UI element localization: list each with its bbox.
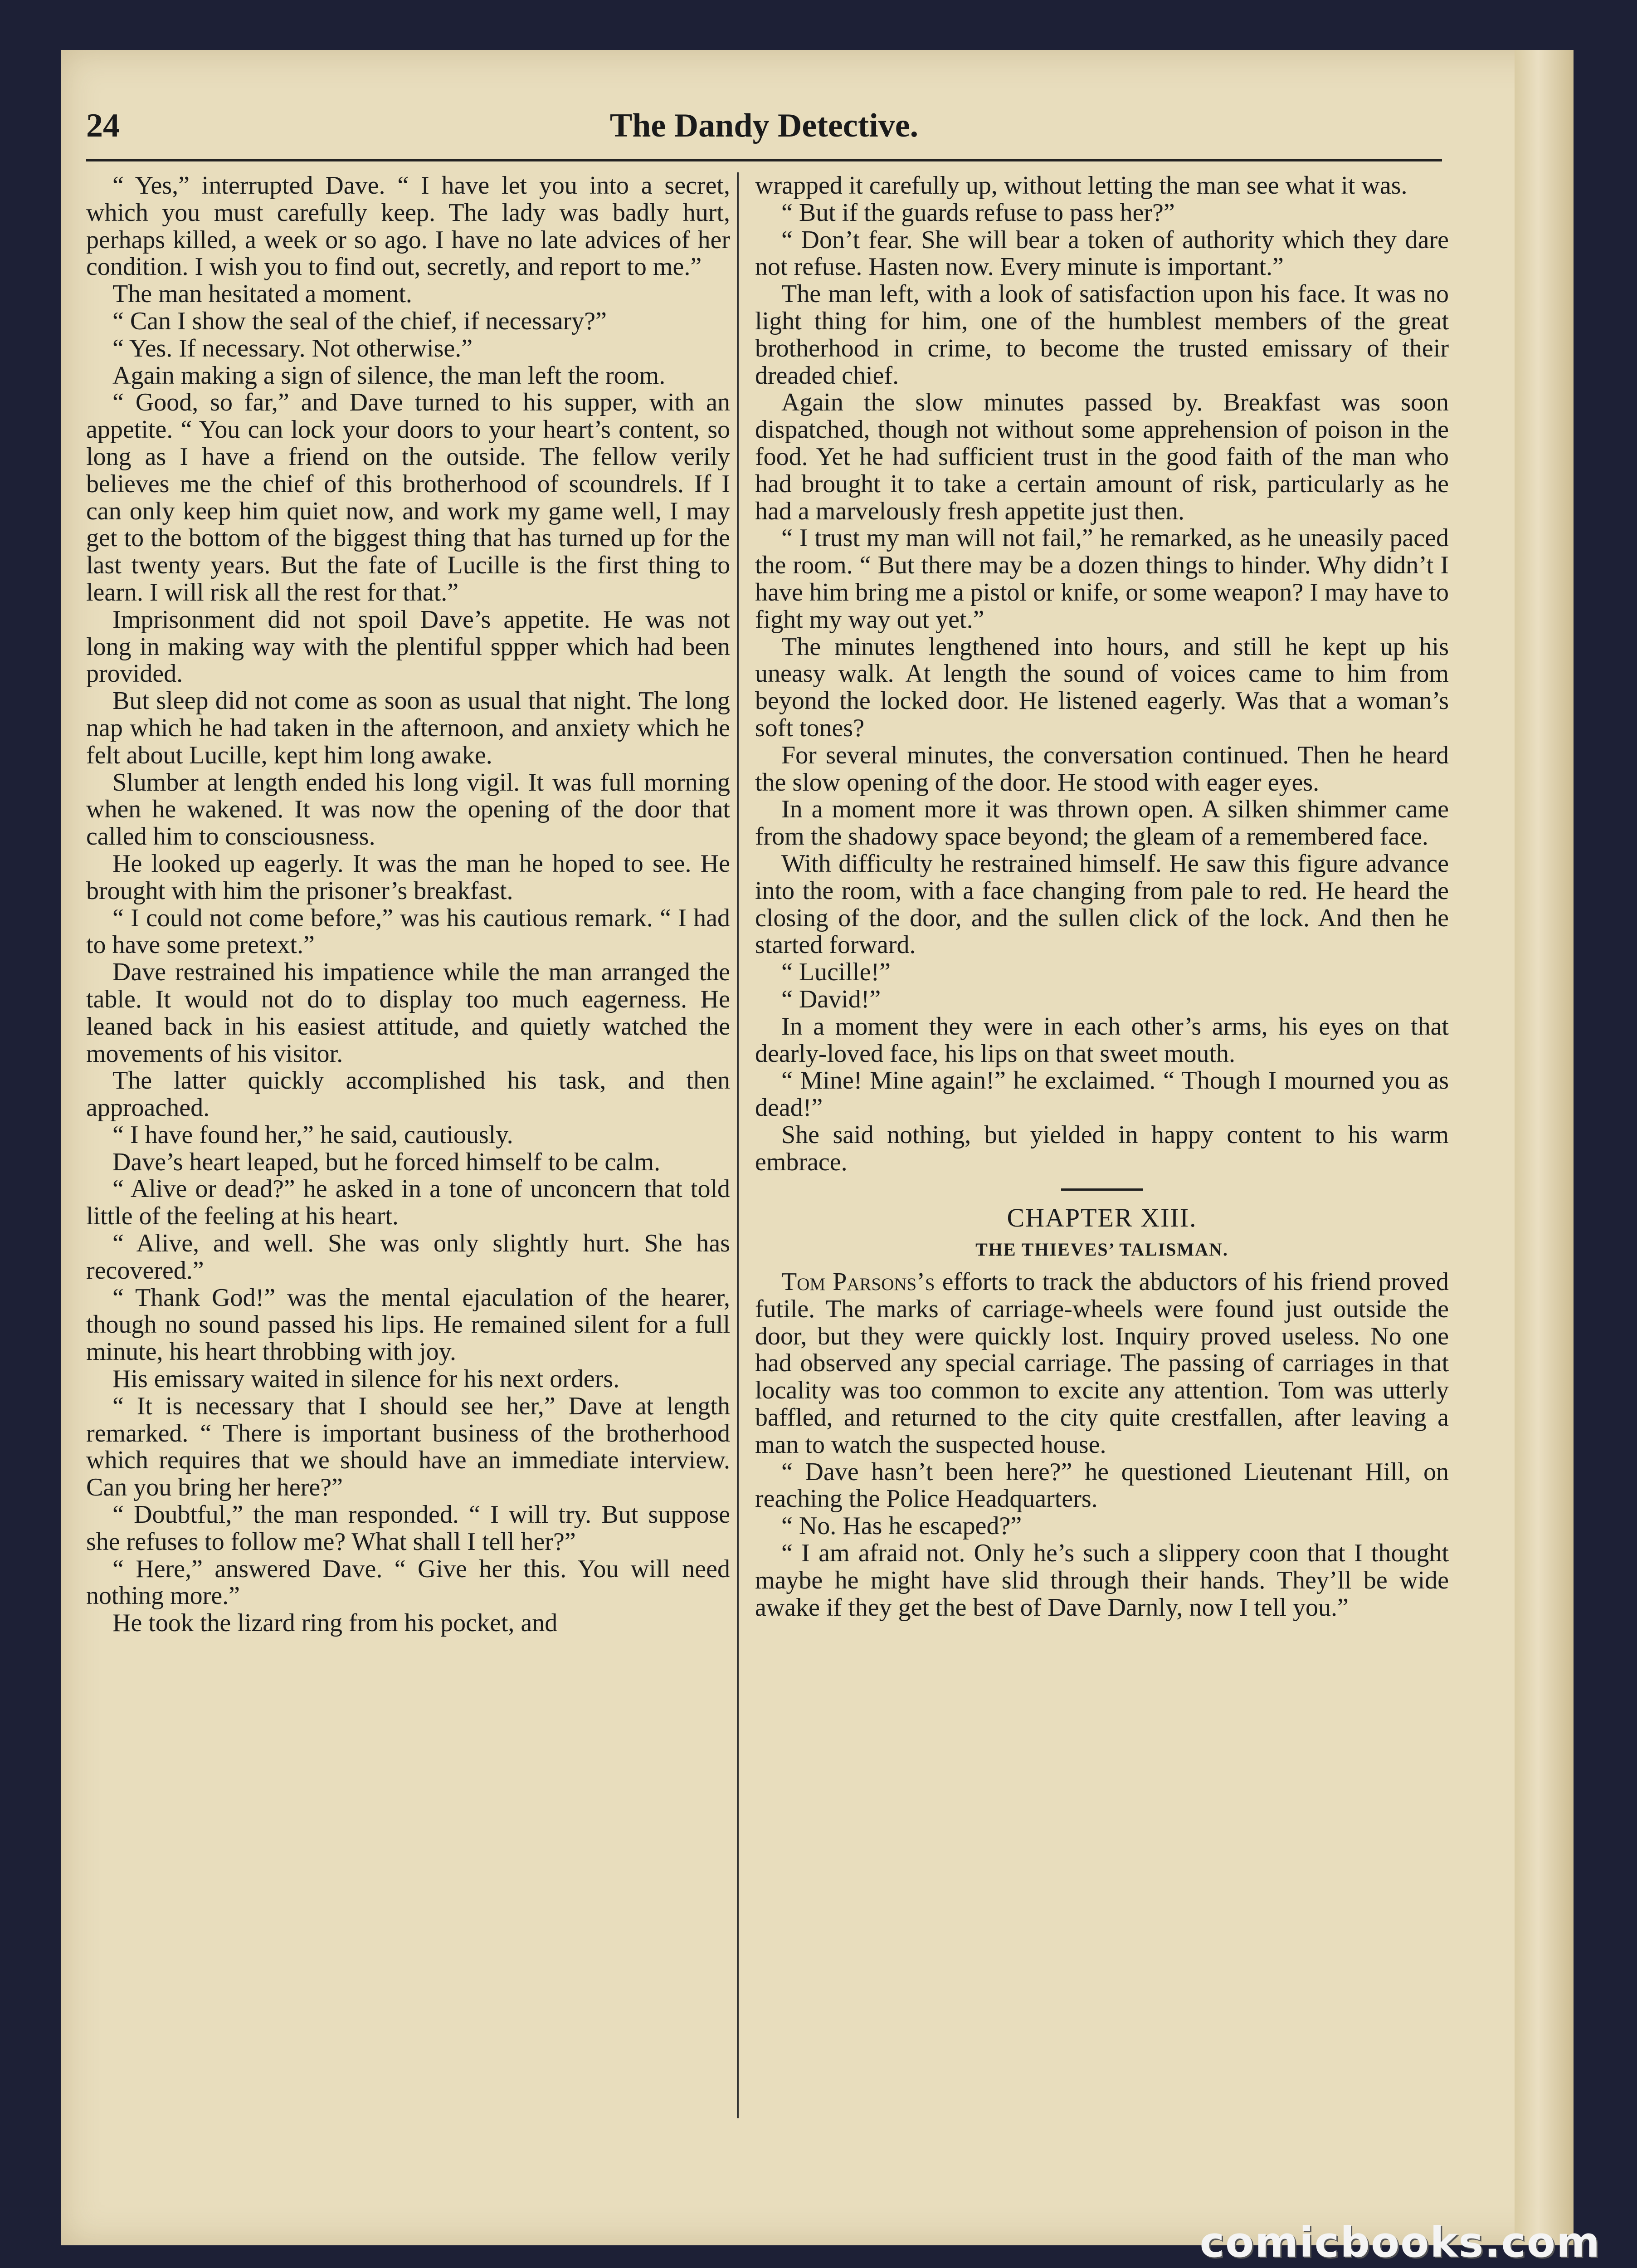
chapter-subtitle: THE THIEVES’ TALISMAN. — [975, 1239, 1228, 1260]
paragraph: In a moment they were in each other’s arms, his eyes on that dearly-loved face, his lips on that sweet mouth. — [755, 1012, 1449, 1068]
page-spine-edge — [1515, 50, 1574, 2245]
paragraph: He took the lizard ring from his pocket, and — [112, 1609, 558, 1637]
paragraph: “ Don’t fear. She will bear a token of authority which they dare not refuse. Hasten now. Every minute is important.” — [755, 225, 1449, 281]
paragraph: “ Good, so far,” and Dave turned to his supper, with an appetite. “ You can lock your doors to your heart’s content, so long as I have a friend on the outside. The fellow verily believes me the chief of this brotherhood of scoundrels. If I can only keep him quiet now, and work my game well, I may get to the bottom of the biggest thing that has turned up for the last twenty years. But the fate of Lucille is the first thing to learn. I will risk all the rest for that.” — [86, 388, 730, 606]
paragraph: wrapped it carefully up, without letting the man see what it was. — [755, 172, 1408, 200]
paragraph: “ Doubtful,” the man responded. “ I will try. But suppose she refuses to follow me? What shall I tell her?” — [86, 1501, 730, 1556]
right-column — [755, 172, 1449, 2118]
paragraph: “ Can I show the seal of the chief, if necessary?” — [112, 307, 607, 335]
paragraph: Again making a sign of silence, the man left the room. — [112, 361, 666, 390]
paragraph: She said nothing, but yielded in happy content to his warm embrace. — [755, 1120, 1449, 1176]
running-title: The Dandy Detective. — [609, 107, 919, 144]
paragraph: His emissary waited in silence for his next orders. — [112, 1365, 620, 1393]
paragraph: Dave’s heart leaped, but he forced himself to be calm. — [112, 1148, 661, 1176]
paragraph: Again the slow minutes passed by. Breakfast was soon dispatched, though not without some apprehension of poison in the food. Yet he had sufficient trust in the good faith of the man who had brought it to take a certain amount of risk, particularly as he had a marvelously fresh appetite just then. — [755, 388, 1449, 525]
header-rule — [86, 159, 1442, 161]
paragraph: “ I am afraid not. Only he’s such a slippery coon that I thought maybe he might have slid through their hands. They’ll be wide awake if they get the best of Dave Darnly, now I tell you.” — [755, 1539, 1449, 1622]
chapter-first-words: Tom Parsons’s — [781, 1268, 935, 1296]
paragraph: “ I trust my man will not fail,” he remarked, as he uneasily paced the room. “ But there may be a dozen things to hinder. Why didn’t I have him bring me a pistol or knife, or some weapon? I may have to fight my way out yet.” — [755, 524, 1449, 634]
chapter-heading: CHAPTER XIII. — [1007, 1203, 1197, 1233]
paragraph: The minutes lengthened into hours, and still he kept up his uneasy walk. At length the sound of voices came to him from beyond the locked door. He listened eagerly. Was that a woman’s soft tones? — [755, 632, 1449, 742]
paragraph: “ Mine! Mine again!” he exclaimed. “ Though I mourned you as dead!” — [755, 1066, 1449, 1122]
chapter-first-paragraph-rest: efforts to track the abductors of his friend proved futile. The marks of carriage-wheels were found just outside the door, but they were quickly lost. Inquiry proved useless. No one had observed any special carriage. The passing of carriages in that locality was too common to excite any attention. Tom was utterly baffled, and returned to the city quite crestfallen, after leaving a man to watch the suspected house. — [755, 1268, 1449, 1459]
paragraph: “ Dave hasn’t been here?” he questioned Lieutenant Hill, on reaching the Police Headquarters. — [755, 1457, 1449, 1513]
paragraph: Dave restrained his impatience while the man arranged the table. It would not do to display too much eagerness. He leaned back in his easiest attitude, and quietly watched the movements of his visitor. — [86, 958, 730, 1068]
paragraph: “ No. Has he escaped?” — [781, 1512, 1022, 1540]
chapter-separator-rule — [1061, 1188, 1143, 1191]
paragraph: “ But if the guards refuse to pass her?” — [781, 198, 1175, 227]
paragraph: “ Alive, and well. She was only slightly hurt. She has recovered.” — [86, 1229, 730, 1285]
paragraph: Slumber at length ended his long vigil. It was full morning when he wakened. It was now the opening of the door that called him to consciousness. — [86, 768, 730, 851]
left-column — [86, 172, 730, 2118]
paragraph: With difficulty he restrained himself. He saw this figure advance into the room, with a face changing from pale to red. He heard the closing of the door, and the sullen click of the lock. And then he started forward. — [755, 849, 1449, 959]
paragraph: “ Lucille!” — [781, 958, 891, 987]
paragraph: Imprisonment did not spoil Dave’s appetite. He was not long in making way with the plentiful sppper which had been provided. — [86, 605, 730, 688]
paragraph: “ Thank God!” was the mental ejaculation of the hearer, though no sound passed his lips. He remained silent for a full minute, his heart throbbing with joy. — [86, 1283, 730, 1366]
paragraph: He looked up eagerly. It was the man he hoped to see. He brought with him the prisoner’s breakfast. — [86, 849, 730, 905]
paragraph: “ I have found her,” he said, cautiously. — [112, 1120, 513, 1149]
paragraph: “ I could not come before,” was his cautious remark. “ I had to have some pretext.” — [86, 904, 730, 959]
paragraph: “ Yes,” interrupted Dave. “ I have let you into a secret, which you must carefully keep. The lady was badly hurt, perhaps killed, a week or so ago. I have no late advices of her condition. I wish you to find out, secretly, and report to me.” — [86, 172, 730, 281]
paragraph: For several minutes, the conversation continued. Then he heard the slow opening of the door. He stood with eager eyes. — [755, 741, 1449, 797]
paragraph: The latter quickly accomplished his task, and then approached. — [86, 1066, 730, 1122]
page-header — [86, 102, 1442, 156]
column-divider — [737, 172, 739, 2118]
paragraph: But sleep did not come as soon as usual that night. The long nap which he had taken in the afternoon, and anxiety which he felt about Lucille, kept him long awake. — [86, 687, 730, 769]
paragraph: In a moment more it was thrown open. A silken shimmer came from the shadowy space beyond; the gleam of a remembered face. — [755, 795, 1449, 851]
paragraph: “ Alive or dead?” he asked in a tone of unconcern that told little of the feeling at his heart. — [86, 1175, 730, 1231]
site-watermark: comicbooks.com — [1199, 2218, 1601, 2267]
paragraph: “ Yes. If necessary. Not otherwise.” — [112, 334, 473, 362]
paragraph: “ Here,” answered Dave. “ Give her this. You will need nothing more.” — [86, 1554, 730, 1610]
page-number: 24 — [86, 107, 120, 144]
paragraph: “ David!” — [781, 985, 881, 1013]
paragraph: The man left, with a look of satisfaction upon his face. It was no light thing for him, one of the humblest members of the great brotherhood in crime, to become the trusted emissary of their dreaded chief. — [755, 280, 1449, 390]
paragraph: The man hesitated a moment. — [112, 280, 412, 308]
chapter-first-paragraph — [755, 1269, 1449, 1459]
paragraph: “ It is necessary that I should see her,” Dave at length remarked. “ There is important business of the brotherhood which requires that we should have an immediate interview. Can you bring her here?” — [86, 1392, 730, 1502]
